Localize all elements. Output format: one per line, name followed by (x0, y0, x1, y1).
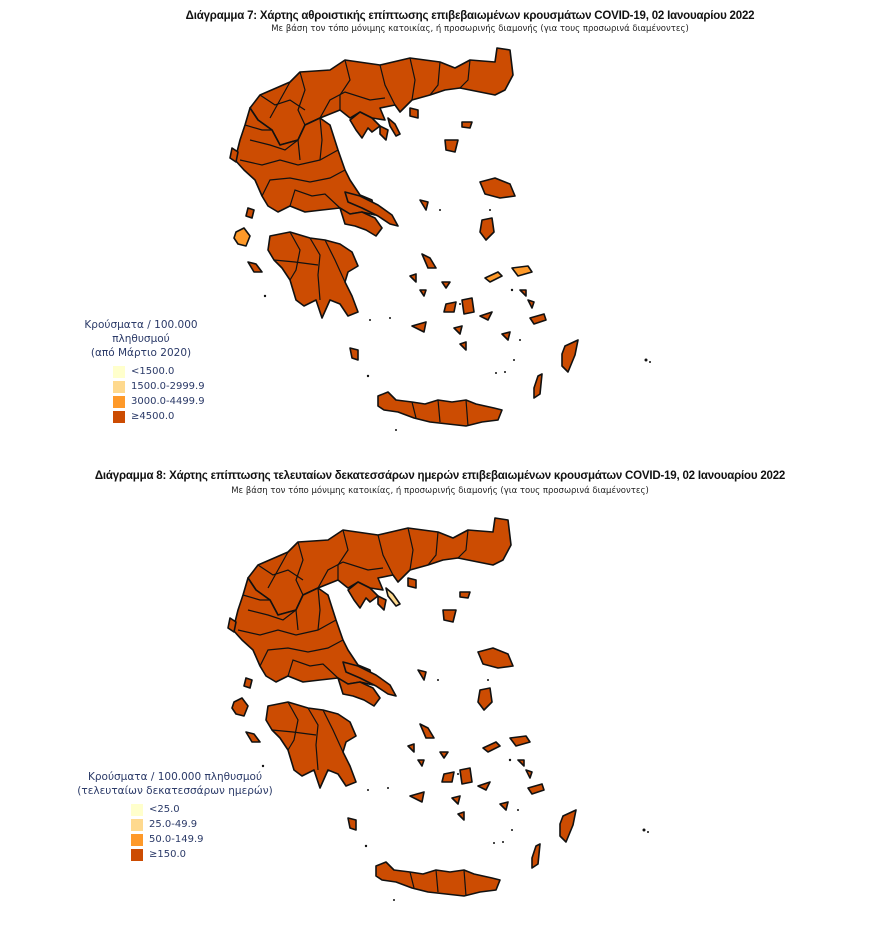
legend-item: 25.0-49.9 (131, 817, 290, 832)
region-andros (420, 724, 434, 738)
map-panel-14day (0, 462, 880, 947)
legend (56, 318, 226, 424)
region-lefkada (246, 208, 254, 218)
region-kea (410, 274, 416, 282)
region-kea (408, 744, 414, 752)
legend-item: 3000.0-4499.9 (113, 394, 226, 409)
region-samothraki (460, 592, 470, 598)
region-kos (530, 314, 546, 324)
region-paros (444, 302, 456, 312)
region-leros (526, 770, 532, 778)
region-paros (442, 772, 454, 782)
region-tinos (440, 752, 448, 758)
regions-group (230, 48, 578, 426)
legend-title: Κρούσματα / 100.000 πληθυσμού (από Μάρτιο 2020) (84, 319, 198, 359)
legend-title: Κρούσματα / 100.000 πληθυσμού (τελευταίων δεκατεσσάρων ημερών) (77, 771, 273, 797)
legend (60, 770, 290, 862)
region-lefkada (244, 678, 252, 688)
region-lesvos (478, 648, 513, 668)
region-astypalaia (502, 332, 510, 340)
map-panel-cumulative (0, 0, 880, 460)
region-skyros (420, 200, 428, 210)
region-kefalonia (234, 228, 250, 246)
legend-item: <25.0 (131, 802, 290, 817)
region-limnos (443, 610, 456, 622)
region-chalkidiki-sithonia (378, 596, 386, 610)
legend-swatch (131, 819, 143, 831)
greece-map-14day (0, 462, 880, 947)
region-amorgos (480, 312, 492, 320)
region-samos (510, 736, 530, 746)
legend-swatch (131, 834, 143, 846)
legend-item: ≥4500.0 (113, 409, 226, 424)
region-skyros (418, 670, 426, 680)
region-kos (528, 784, 544, 794)
region-ikaria (483, 742, 500, 752)
legend-swatch (113, 396, 125, 408)
region-milos (412, 322, 426, 332)
region-rhodes (560, 810, 576, 842)
legend-item: 1500.0-2999.9 (113, 379, 226, 394)
region-patmos (518, 760, 524, 766)
region-limnos (445, 140, 458, 152)
region-astypalaia (500, 802, 508, 810)
region-ios (452, 796, 460, 804)
legend-swatch (113, 366, 125, 378)
legend-swatch (113, 381, 125, 393)
legend-swatch (131, 804, 143, 816)
region-zakynthos (248, 262, 262, 272)
legend-items (113, 364, 226, 424)
region-karpathos (534, 374, 542, 398)
region-thassos (410, 108, 418, 118)
region-syros (420, 290, 426, 296)
region-zakynthos (246, 732, 260, 742)
region-leros (528, 300, 534, 308)
region-thassos (408, 578, 416, 588)
region-chios (480, 218, 494, 240)
region-milos (410, 792, 424, 802)
region-peloponnese (268, 232, 358, 318)
legend-item: 50.0-149.9 (131, 832, 290, 847)
region-samothraki (462, 122, 472, 128)
map-subtitle: Με βάση τον τόπο μόνιμης κατοικίας, ή προσωρινής διαμονής (για τους προσωρινά διαμένοντες) (271, 24, 689, 34)
region-naxos (460, 768, 472, 784)
legend-swatch (113, 411, 125, 423)
region-rhodes (562, 340, 578, 372)
map-title: Διάγραμμα 8: Χάρτης επίπτωσης τελευταίων δεκατεσσάρων ημερών επιβεβαιωμένων κρουσμάτων COVID-19, 02 Ιανουαρίου 2022 (94, 470, 786, 482)
region-lesvos (480, 178, 515, 198)
region-amorgos (478, 782, 490, 790)
region-syros (418, 760, 424, 766)
legend-item: ≥150.0 (131, 847, 290, 862)
legend-swatch (131, 849, 143, 861)
region-karpathos (532, 844, 540, 868)
region-kythira (350, 348, 358, 360)
region-patmos (520, 290, 526, 296)
region-chios (478, 688, 492, 710)
region-kythira (348, 818, 356, 830)
region-ios (454, 326, 462, 334)
region-ikaria (485, 272, 502, 282)
region-santorini (458, 812, 464, 820)
map-title: Διάγραμμα 7: Χάρτης αθροιστικής επίπτωσης επιβεβαιωμένων κρουσμάτων COVID-19, 02 Ιανουαρίου 2022 (185, 10, 755, 22)
region-santorini (460, 342, 466, 350)
region-samos (512, 266, 532, 276)
region-mount-athos (388, 118, 400, 136)
region-naxos (462, 298, 474, 314)
region-kefalonia (232, 698, 248, 716)
region-andros (422, 254, 436, 268)
legend-item: <1500.0 (113, 364, 226, 379)
region-chalkidiki-sithonia (380, 126, 388, 140)
region-tinos (442, 282, 450, 288)
legend-items (131, 802, 290, 862)
map-subtitle: Με βάση τον τόπο μόνιμης κατοικίας, ή προσωρινής διαμονής (για τους προσωρινά διαμένοντες) (231, 486, 649, 496)
region-mount-athos (386, 588, 400, 606)
